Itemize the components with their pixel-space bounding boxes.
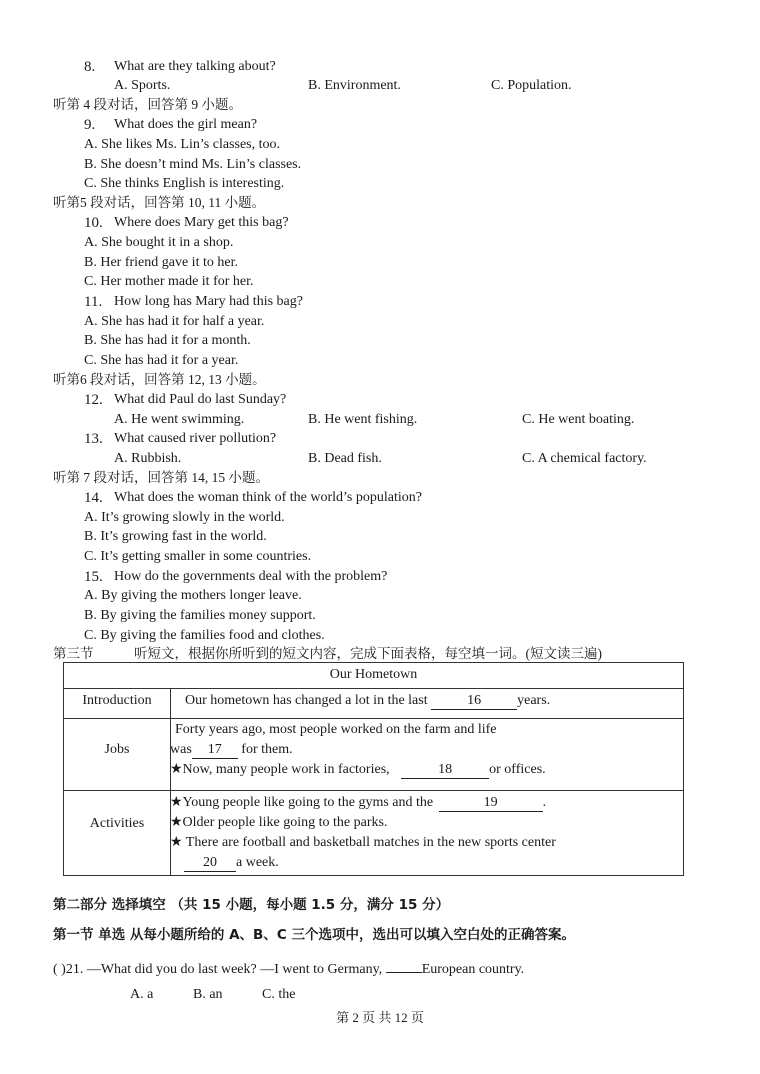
hometown-table [63, 662, 684, 876]
row-label-jobs: Jobs [104, 742, 130, 757]
question-12-option-c: C. He went boating. [522, 412, 635, 427]
question-10-option-b: B. Her friend gave it to her. [84, 255, 238, 270]
activities-line-3: ★ There are football and basketball matches in the new sports center [170, 835, 556, 850]
jobs-line-3-post: or offices. [489, 762, 546, 777]
question-15-option-a: A. By giving the mothers longer leave. [84, 588, 302, 603]
question-12-option-a: A. He went swimming. [114, 412, 245, 427]
question-9-number: 9. [84, 117, 96, 133]
jobs-line-3-pre: ★Now, many people work in factories, [170, 762, 390, 777]
blank-18[interactable]: 18 [401, 762, 489, 779]
question-8-option-b: B. Environment. [308, 78, 401, 93]
question-12-number: 12. [84, 392, 103, 408]
table-title: Our Hometown [329, 667, 418, 682]
section-7-instruction: 听第 7 段对话，回答第 14, 15 小题。 [53, 470, 269, 485]
question-15-option-c: C. By giving the families food and clothes. [84, 628, 325, 643]
question-13-text: What caused river pollution? [114, 431, 277, 446]
section-4-instruction: 听第 4 段对话，回答第 9 小题。 [53, 97, 242, 112]
question-15-text: How do the governments deal with the problem? [114, 569, 388, 584]
question-21 [53, 961, 524, 979]
question-10-option-c: C. Her mother made it for her. [84, 274, 254, 289]
row-label-introduction: Introduction [82, 693, 152, 708]
question-11-option-a: A. She has had it for half a year. [84, 314, 265, 329]
question-11-number: 11. [84, 294, 103, 310]
question-21-text-pre: 21. —What did you do last week? —I went to Germany, [65, 962, 383, 977]
part-2-subsection: 第一节 单选 从每小题所给的 A、B、C 三个选项中，选出可以填入空白处的正确答案。 [53, 927, 575, 943]
introduction-text-post: years. [517, 693, 551, 708]
activities-line-1-pre: ★Young people like going to the gyms and the [170, 795, 434, 810]
question-14-option-b: B. It’s growing fast in the world. [84, 529, 267, 544]
question-9-option-a: A. She likes Ms. Lin’s classes, too. [84, 137, 280, 152]
question-21-option-c: C. the [262, 987, 296, 1002]
page-footer: 第 2 页 共 12 页 [336, 1010, 424, 1025]
row-label-activities: Activities [89, 816, 145, 831]
jobs-line-3 [170, 761, 546, 779]
question-14-option-c: C. It’s getting smaller in some countries. [84, 549, 312, 564]
introduction-text-pre: Our hometown has changed a lot in the last [185, 693, 428, 708]
question-11-option-b: B. She has had it for a month. [84, 333, 251, 348]
question-14-option-a: A. It’s growing slowly in the world. [84, 510, 285, 525]
answer-paren[interactable]: ( ) [53, 962, 66, 977]
activities-line-4 [184, 854, 279, 872]
jobs-line-1: Forty years ago, most people worked on the farm and life [175, 722, 497, 737]
question-8-text: What are they talking about? [114, 59, 276, 74]
section-5-instruction: 听第5 段对话，回答第 10, 11 小题。 [53, 195, 266, 210]
question-21-text-post: European country. [421, 962, 525, 977]
blank-17[interactable]: 17 [192, 742, 238, 759]
table-divider [64, 790, 683, 791]
part-3-instruction: 听短文，根据你所听到的短文内容，完成下面表格，每空填一词。(短文读三遍) [134, 646, 602, 661]
question-13-option-c: C. A chemical factory. [522, 451, 647, 466]
question-21-option-a: A. a [130, 987, 154, 1002]
jobs-line-2 [170, 741, 293, 759]
question-10-text: Where does Mary get this bag? [114, 215, 289, 230]
blank-16[interactable]: 16 [431, 693, 517, 710]
activities-line-4-post: a week. [236, 855, 279, 870]
section-6-instruction: 听第6 段对话，回答第 12, 13 小题。 [53, 372, 266, 387]
question-10-number: 10. [84, 215, 103, 231]
question-8-number: 8. [84, 59, 96, 75]
table-divider [64, 688, 683, 689]
question-8-option-c: C. Population. [491, 78, 572, 93]
question-21-option-b: B. an [193, 987, 223, 1002]
jobs-line-2-pre: was [170, 742, 192, 757]
question-11-text: How long has Mary had this bag? [114, 294, 303, 309]
question-8-option-a: A. Sports. [114, 78, 171, 93]
blank-19[interactable]: 19 [439, 795, 543, 812]
activities-line-1-post: . [542, 795, 547, 810]
activities-line-2: ★Older people like going to the parks. [170, 815, 388, 830]
blank-20[interactable]: 20 [184, 855, 236, 872]
question-15-option-b: B. By giving the families money support. [84, 608, 316, 623]
question-9-text: What does the girl mean? [114, 117, 258, 132]
introduction-text [185, 692, 550, 710]
part-2-title: 第二部分 选择填空 （共 15 小题，每小题 1.5 分，满分 15 分） [53, 897, 450, 913]
question-13-number: 13. [84, 431, 103, 447]
question-21-blank[interactable] [386, 972, 422, 973]
question-12-option-b: B. He went fishing. [308, 412, 418, 427]
table-divider [64, 718, 683, 719]
question-13-option-b: B. Dead fish. [308, 451, 382, 466]
question-10-option-a: A. She bought it in a shop. [84, 235, 234, 250]
question-12-text: What did Paul do last Sunday? [114, 392, 287, 407]
question-15-number: 15. [84, 569, 103, 585]
question-11-option-c: C. She has had it for a year. [84, 353, 239, 368]
question-9-option-b: B. She doesn’t mind Ms. Lin’s classes. [84, 157, 302, 172]
jobs-line-2-post: for them. [241, 742, 293, 757]
activities-line-1 [170, 794, 546, 812]
question-14-text: What does the woman think of the world’s population? [114, 490, 422, 505]
part-3-label: 第三节 [53, 646, 94, 661]
question-13-option-a: A. Rubbish. [114, 451, 182, 466]
question-9-option-c: C. She thinks English is interesting. [84, 176, 285, 191]
question-14-number: 14. [84, 490, 103, 506]
